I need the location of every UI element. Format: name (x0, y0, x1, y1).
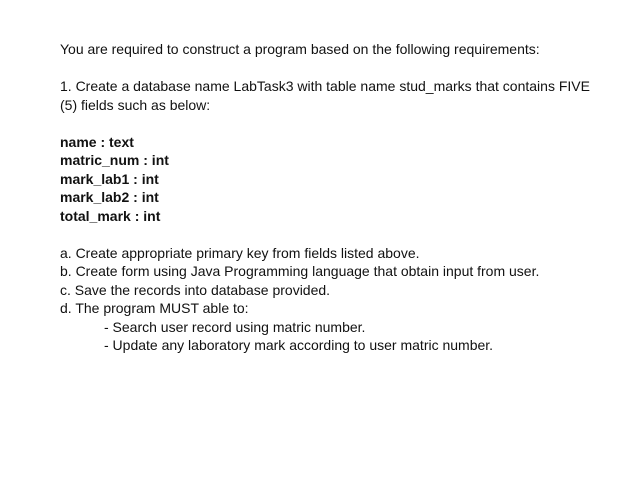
field-name: name : text (60, 133, 134, 150)
field-mark-lab1: mark_lab1 : int (60, 170, 159, 187)
subtask-search: - Search user record using matric number. (104, 318, 366, 335)
intro-text: You are required to construct a program based on the following requirements: (60, 41, 540, 57)
task-d: d. The program MUST able to: (60, 300, 249, 316)
task-b: b. Create form using Java Programming language that obtain input from user. (60, 263, 540, 279)
requirement-1-line-1: 1. Create a database name LabTask3 with table name stud_marks that contains FIVE (60, 78, 590, 94)
field-mark-lab2: mark_lab2 : int (60, 189, 159, 205)
task-a: a. Create appropriate primary key from fields listed above. (60, 244, 420, 261)
spacer (60, 225, 620, 244)
field-matric-num: matric_num : int (60, 152, 169, 168)
document-body (60, 40, 620, 355)
spacer (60, 59, 620, 78)
task-c: c. Save the records into database provided. (60, 281, 331, 298)
requirement-1-line-2: (5) fields such as below: (60, 96, 211, 113)
spacer (60, 114, 620, 133)
field-total-mark: total_mark : int (60, 207, 161, 224)
subtask-update: - Update any laboratory mark according to user matric number. (104, 337, 494, 353)
